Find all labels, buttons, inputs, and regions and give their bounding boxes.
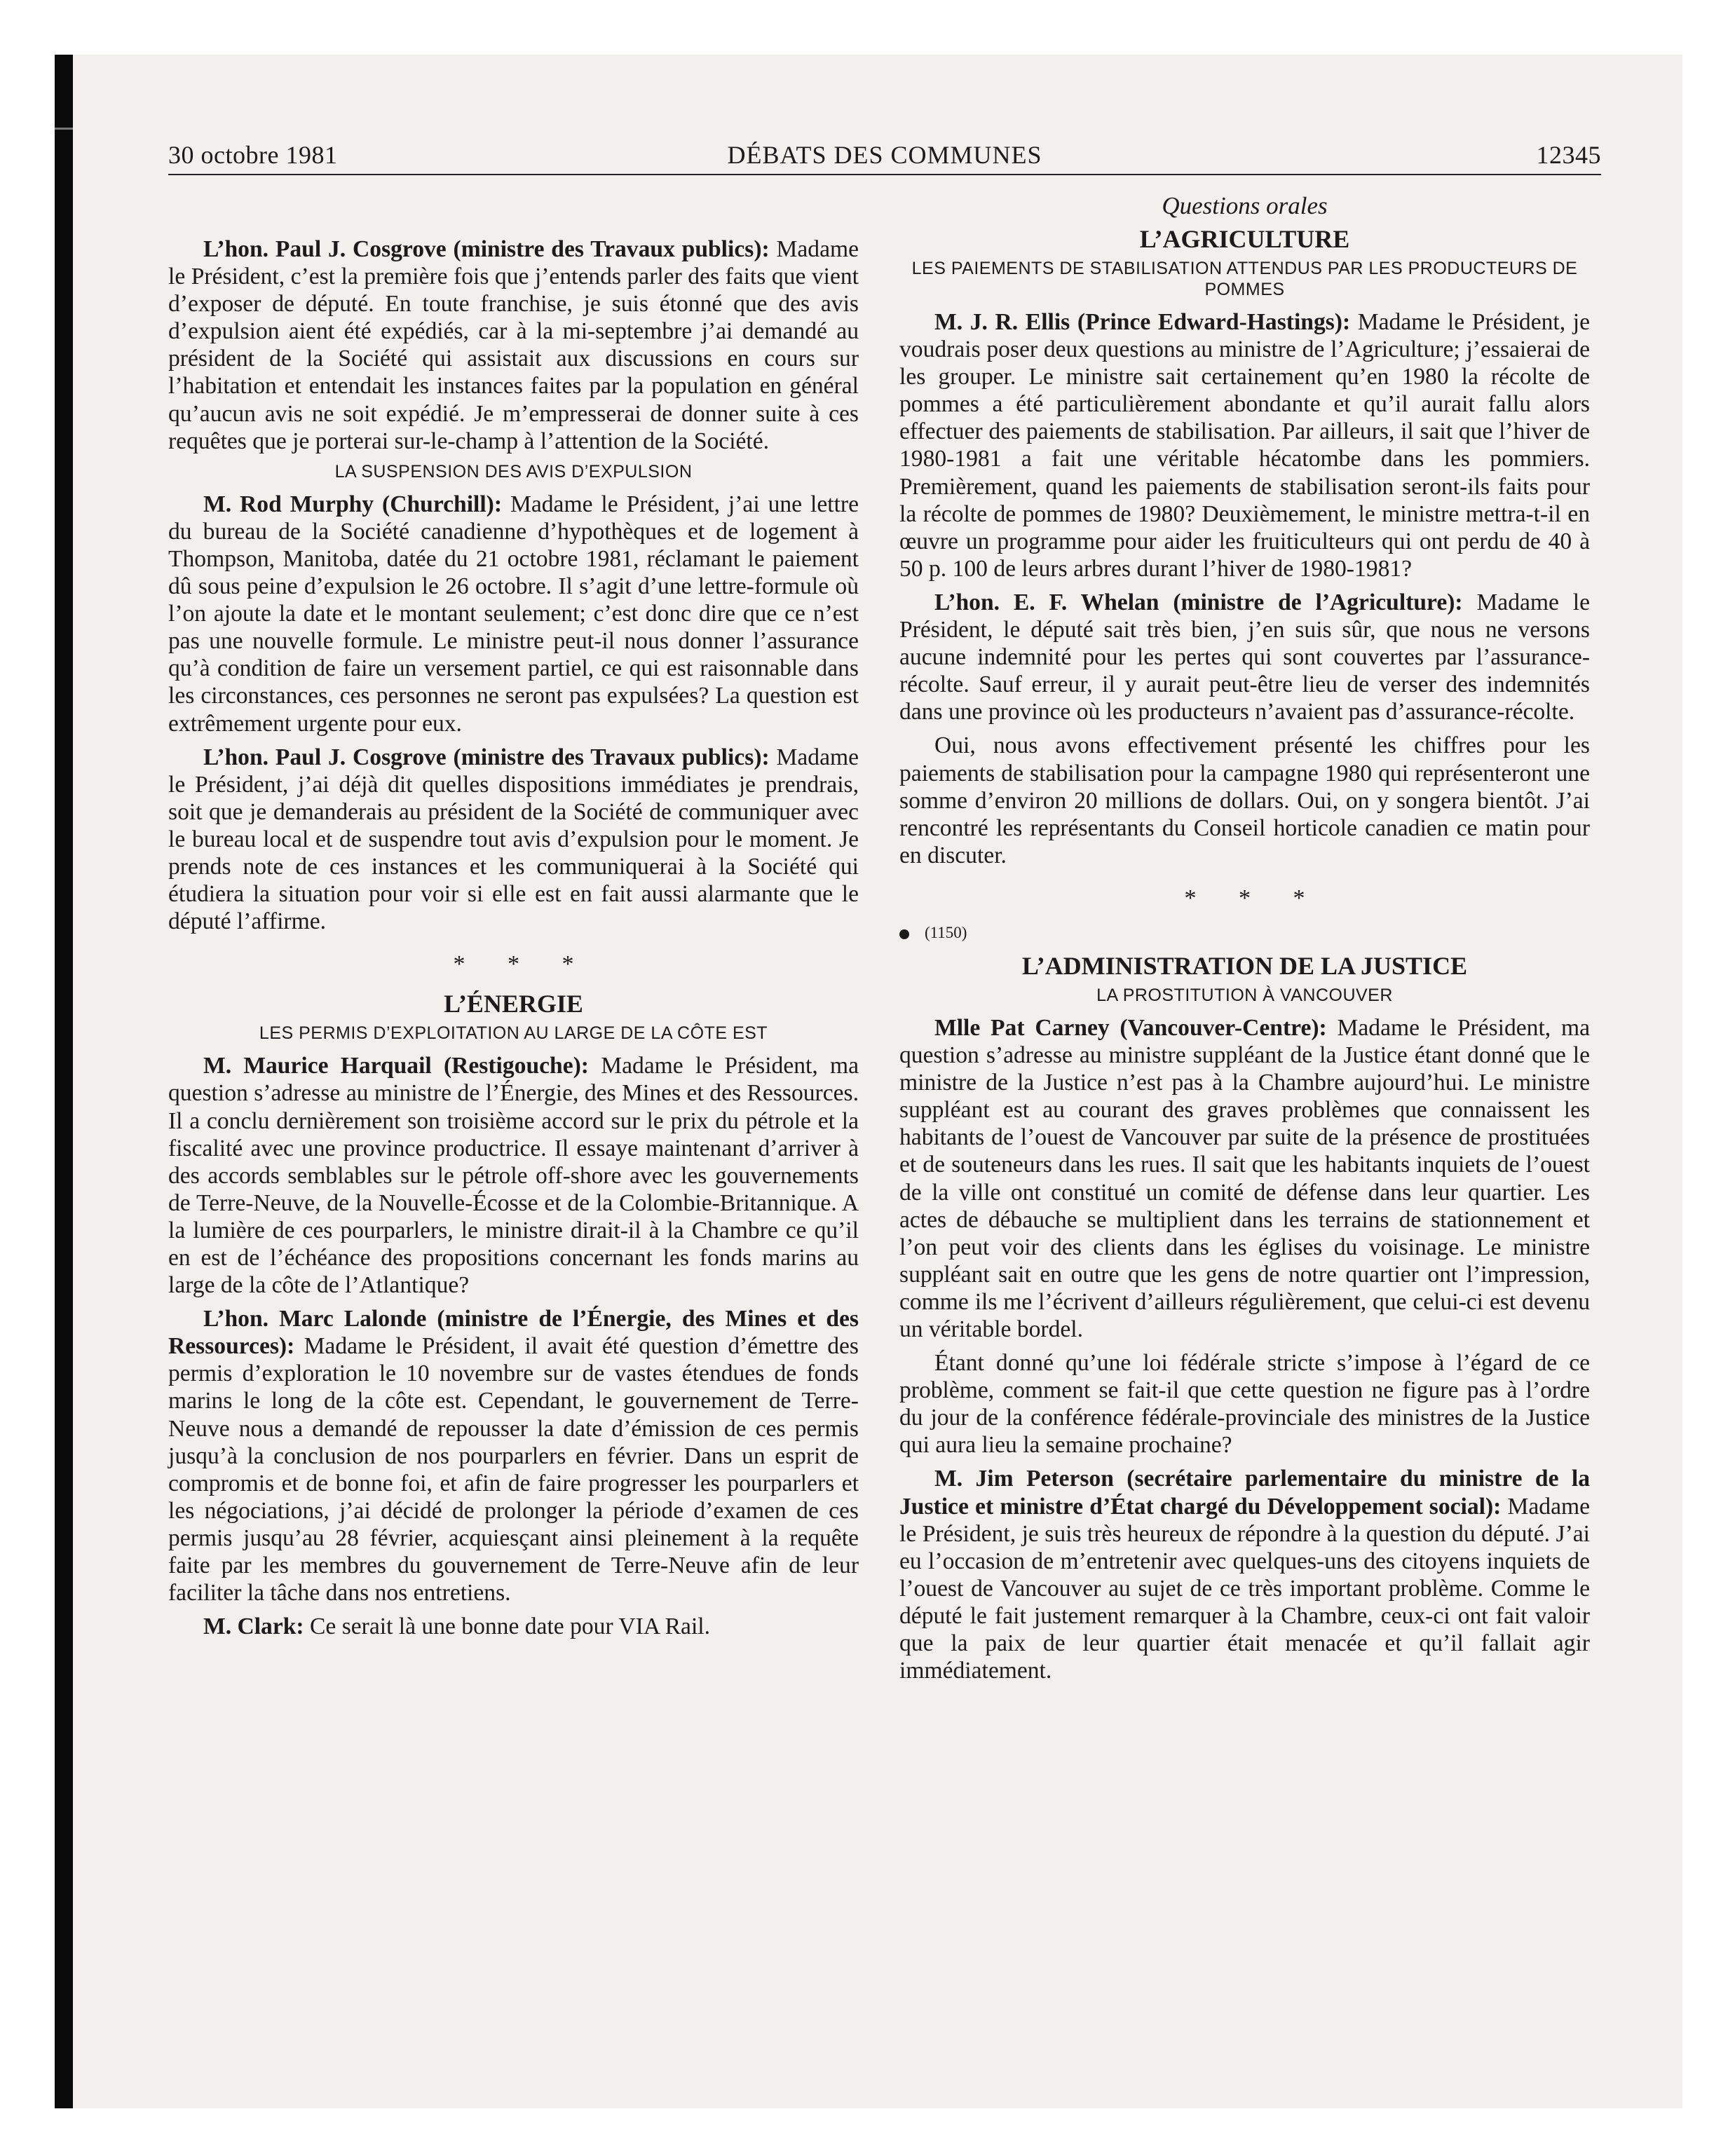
- header-page-number: 12345: [1536, 141, 1601, 169]
- speaker-name: M. Rod Murphy (Churchill):: [203, 491, 503, 517]
- heading-justice: L’ADMINISTRATION DE LA JUSTICE: [1021, 951, 1468, 980]
- speech-text: Madame le Président, ma question s’adresse au ministre de l’Énergie, des Mines et des Ressources. Il a conclu dernièrement son troisième accord sur le prix du pétrole et la fiscalité avec une province productrice. Il essaye maintenant d’arriver à des accords semblables sur le pétrole off-shore avec les gouvernements de Terre-Neuve, de la Nouvelle-Écosse et de la Colombie-Britannique. A la lumière de ces pourparlers, le ministre dirait-il à la Chambre ce qu’il en est de l’échéance des propositions concernant les fonds marins au large de la côte de l’Atlantique?: [168, 1053, 859, 1299]
- speaker-name: Mlle Pat Carney (Vancouver-Centre):: [934, 1014, 1327, 1041]
- speech-text: Madame le Président, ma question s’adresse au ministre suppléant de la Justice étant donné que le ministre de la Justice n’est pas à la Chambre aujourd’hui. Le ministre suppléant est au courant des graves problèmes que connaissent les habitants de l’ouest de Vancouver par suite de la présence de prostituées et de souteneurs dans les rues. Il sait que les habitants inquiets de l’ouest de la ville ont constitué un comité de défense dans leur quartier. Les actes de débauche se multiplient dans les terrains de stationnement et l’on peut voir des clients dans les églises du voisinage. Le ministre suppléant sait en outre que les gens de notre quartier ont l’impression, comme ils me l’écrivent d’ailleurs régulièrement, que celui-ci est devenu un véritable bordel.: [899, 1014, 1590, 1342]
- speech-text: Madame le Président, il avait été question d’émettre des permis d’exploration le 10 novembre sur de vastes étendues de fonds marins le long de la côte est. Cependant, le gouvernement de Terre-Neuve nous a demandé de repousser la date d’émission de ces permis jusqu’à la conclusion de nos pourparlers en février. Dans un esprit de compromis et de bonne foi, et afin de faire progresser les pourparlers et les négociations, j’ai décidé de prolonger la période d’examen de ces permis jusqu’au 28 février, acquiesçant ainsi pleinement à la requête faite par les membres du gouvernement de Terre-Neuve afin de leur faciliter la tâche dans nos entretiens.: [168, 1333, 859, 1606]
- header-date: 30 octobre 1981: [168, 141, 338, 169]
- section-separator: * * *: [1184, 885, 1324, 911]
- speech-text: Madame le Président, je suis très heureux de répondre à la question du député. J’ai eu l’occasion de m’entretenir avec quelques-uns des citoyens inquiets de l’ouest de Vancouver au sujet de ce très important problème. Comme le député le fait justement remarquer à la Chambre, ceux-ci ont fait valoir que la paix de leur quartier était menacée et qu’il fallait agir immédiatement.: [899, 1493, 1591, 1684]
- timestamp-text: (1150): [925, 923, 967, 941]
- subheading-prostitution: LA PROSTITUTION À VANCOUVER: [1096, 985, 1393, 1005]
- header-title: DÉBATS DES COMMUNES: [727, 141, 1042, 169]
- paragraph-clark: [168, 1613, 859, 1640]
- scan-edge-mark: [55, 128, 73, 130]
- speech-text: Madame le Président, j’ai une lettre du bureau de la Société canadienne d’hypothèques et de logement à Thompson, Manitoba, datée du 21 octobre 1981, réclamant le paiement dû sous peine d’expulsion le 26 octobre. Il s’agit d’une lettre-formule où l’on ajoute la date et le montant seulement; c’est donc dire que ce n’est pas une nouvelle formule. Le ministre peut-il nous donner l’assurance qu’à condition de faire un versement partiel, ce qui est raisonnable dans les circonstances, ces personnes ne seront pas expulsées? La question est extrêmement urgente pour eux.: [168, 491, 859, 737]
- subheading-paiements: LES PAIEMENTS DE STABILISATION ATTENDUS PAR LES PRODUCTEURS DE POMMES: [911, 259, 1578, 299]
- speech-text: Madame le Président, c’est la première fois que j’entends parler des faits que vient d’exposer de député. En toute franchise, je suis étonné que des avis d’expulsion aient été expédiés, car à la mi-septembre j’ai demandé au président de la Société qui assistait aux discussions en cours sur l’habitation et entendait les instances faites par la population en général qu’aucun avis ne soit expédié. Je m’empresserai de donner suite à ces requêtes que je porterai sur-le-champ à l’attention de la Société.: [168, 236, 859, 454]
- speaker-name: L’hon. Paul J. Cosgrove (ministre des Travaux publics):: [203, 744, 770, 770]
- speech-text: Madame le Président, j’ai déjà dit quelles dispositions immédiates je prendrais, soit que je demanderais au président de la Société de communiquer avec le bureau local et de suspendre tout avis d’expulsion pour le moment. Je prends note de ces instances et les communiquerai à la Société qui étudiera la situation pour voir si elle est en fait aussi alarmante que le député l’affirme.: [168, 744, 859, 935]
- paragraph-ellis: [899, 308, 1590, 582]
- speaker-name: M. Clark:: [203, 1613, 304, 1640]
- section-label: Questions orales: [1162, 192, 1328, 219]
- speaker-name: M. Maurice Harquail (Restigouche):: [203, 1053, 589, 1079]
- scan-binding-edge: [55, 55, 73, 2108]
- paragraph-carney: [899, 1014, 1590, 1343]
- heading-energie: L’ÉNERGIE: [444, 990, 583, 1018]
- right-column: [899, 192, 1591, 1989]
- paragraph-carney-2: Étant donné qu’une loi fédérale stricte s’impose à l’égard de ce problème, comment se fait-il que cette question ne figure pas à l’ordre du jour de la conférence fédérale-provinciale des ministres de la Justice qui aura lieu la semaine prochaine?: [899, 1350, 1590, 1459]
- speaker-name: M. J. R. Ellis (Prince Edward-Hastings):: [934, 309, 1351, 335]
- paragraph-harquail: [168, 1052, 859, 1299]
- paragraph-lalonde: [168, 1305, 859, 1606]
- speaker-name: L’hon. E. F. Whelan (ministre de l’Agriculture):: [934, 589, 1463, 615]
- subheading-suspension: LA SUSPENSION DES AVIS D’EXPULSION: [334, 461, 693, 482]
- paragraph-cosgrove-1: [168, 236, 859, 455]
- paragraph-peterson: [899, 1465, 1590, 1684]
- paragraph-whelan-2: Oui, nous avons effectivement présenté les chiffres pour les paiements de stabilisation pour la campagne 1980 qui représenteront une somme d’environ 20 millions de dollars. Oui, on y songera bientôt. J’ai rencontré les représentants du Conseil horticole canadien ce matin pour en discuter.: [899, 732, 1590, 868]
- subheading-permis: LES PERMIS D’EXPLOITATION AU LARGE DE LA CÔTE EST: [259, 1023, 768, 1044]
- speech-text: Ce serait là une bonne date pour VIA Rail.: [304, 1613, 710, 1640]
- running-header: [168, 137, 1601, 172]
- speech-text: Madame le Président, je voudrais poser deux questions au ministre de l’Agriculture; j’essaierai de les grouper. Le ministre sait certainement qu’en 1980 la récolte de pommes a été particulièrement abondante et qu’il aurait fallu alors effectuer des paiements de stabilisation. Par ailleurs, il sait que l’hiver de 1980-1981 a fait une véritable hécatombe dans les pommiers. Premièrement, quand les paiements de stabilisation seront-ils faits pour la récolte de pommes de 1980? Deuxièmement, le ministre mettra-t-il en œuvre un programme pour aider les fruiticulteurs qui ont perdu de 40 à 50 p. 100 de leurs arbres durant l’hiver de 1980-1981?: [899, 309, 1590, 582]
- header-rule: [168, 174, 1601, 175]
- speaker-name: M. Jim Peterson (secrétaire parlementaire du ministre de la Justice et ministre d’État chargé du Développement social):: [899, 1466, 1590, 1520]
- speaker-name: L’hon. Paul J. Cosgrove (ministre des Travaux publics):: [203, 236, 770, 262]
- paragraph-cosgrove-2: [168, 744, 859, 936]
- speech-text: Madame le Président, le député sait très bien, j’en suis sûr, que nous ne versons aucune indemnité pour les pertes qui sont couvertes par l’assurance-récolte. Sauf erreur, il y aurait peut-être lieu de verser des indemnités dans une province où les producteurs n’avaient pas d’assurance-récolte.: [899, 589, 1590, 725]
- bullet-dot-icon: [899, 929, 909, 939]
- heading-agriculture: L’AGRICULTURE: [1139, 225, 1350, 253]
- timestamp-marker: [899, 923, 1590, 943]
- paragraph-murphy: [168, 491, 859, 737]
- left-column: [168, 236, 859, 2030]
- paragraph-whelan: [899, 589, 1590, 725]
- section-separator: * * *: [453, 951, 592, 978]
- speaker-name: L’hon. Marc Lalonde (ministre de l’Énergie, des Mines et des Ressources):: [168, 1306, 859, 1360]
